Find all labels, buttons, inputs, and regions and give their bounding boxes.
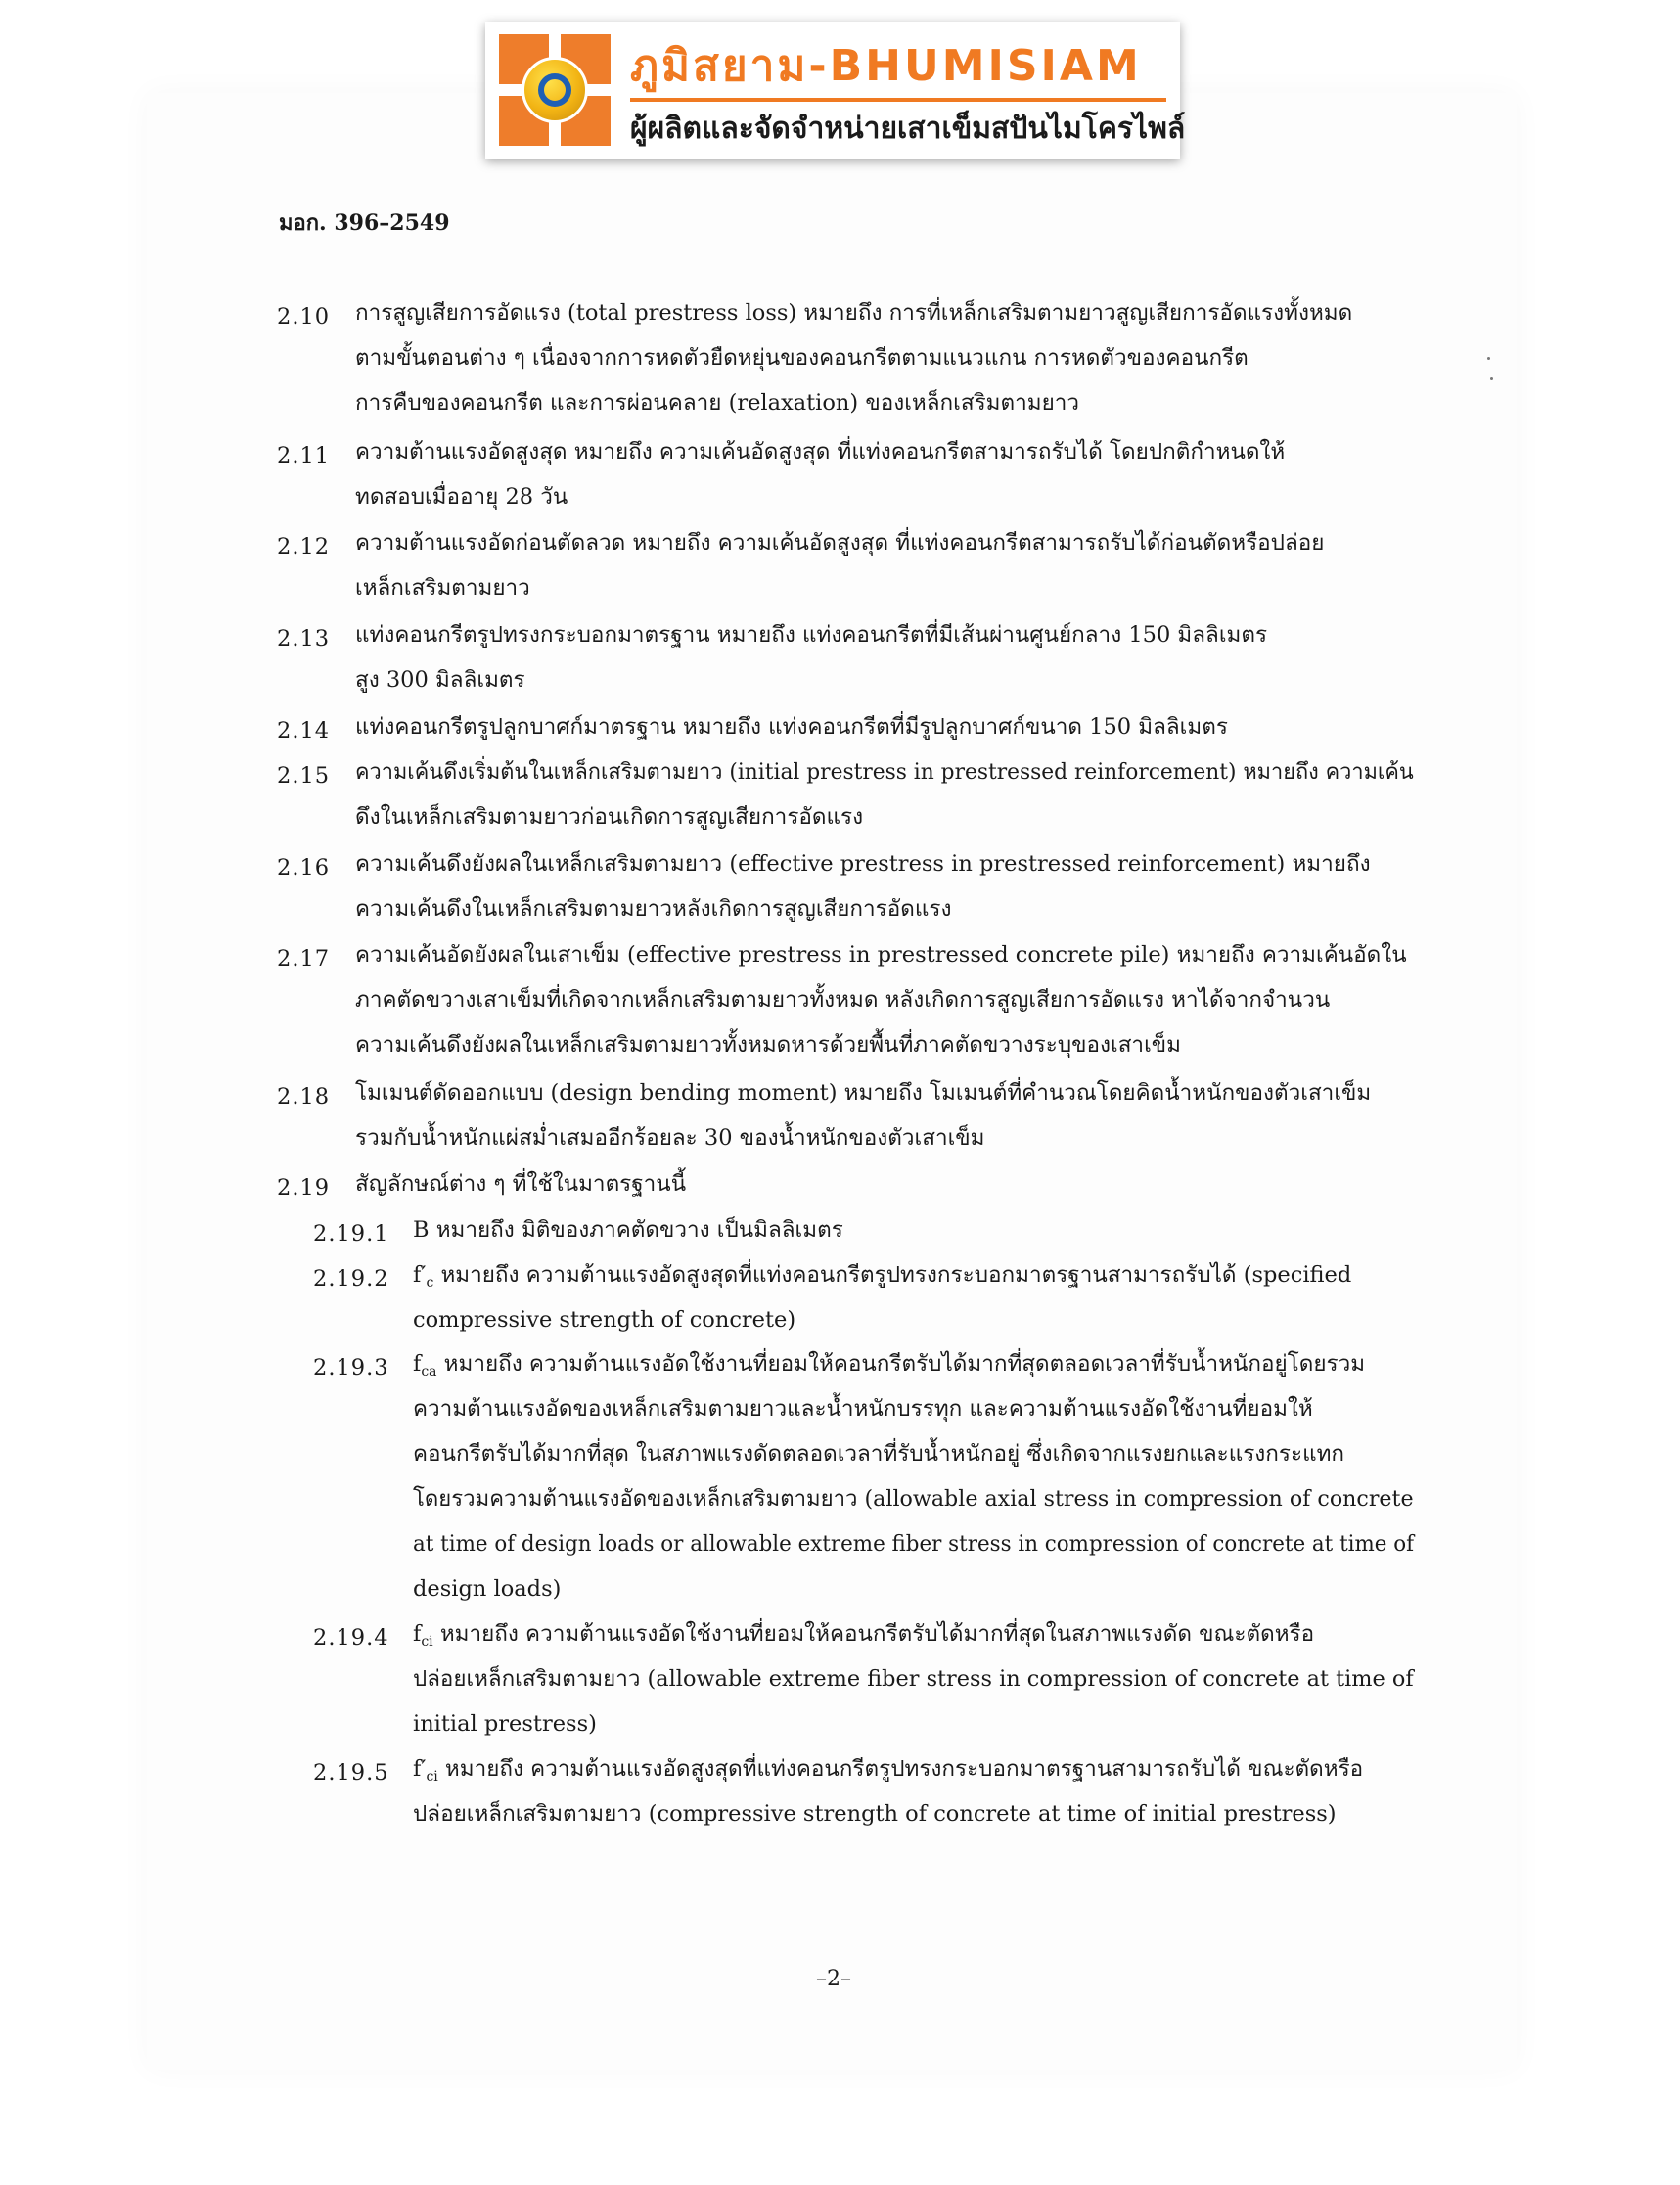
definition-number: 2.14 bbox=[277, 718, 331, 744]
definition-line: โมเมนต์ดัดออกแบบ (design bending moment) หมายถึง โมเมนต์ที่คำนวณโดยคิดน้ำหนักของตัวเสาเข็ม bbox=[355, 1080, 1372, 1106]
symbol-letter: f′ bbox=[413, 1756, 427, 1782]
symbol-number: 2.19.3 bbox=[313, 1355, 389, 1381]
symbol-line: compressive strength of concrete) bbox=[413, 1307, 796, 1333]
definition-line: สัญลักษณ์ต่าง ๆ ที่ใช้ในมาตรฐานนี้ bbox=[355, 1171, 687, 1197]
symbol-number: 2.19.5 bbox=[313, 1760, 389, 1786]
symbol-line: ปล่อยเหล็กเสริมตามยาว (compressive strength of concrete at time of initial prestress) bbox=[413, 1801, 1337, 1827]
definition-number: 2.15 bbox=[277, 763, 331, 789]
definition-line: การสูญเสียการอัดแรง (total prestress loss) หมายถึง การที่เหล็กเสริมตามยาวสูญเสียการอัดแรงทั้งหมด bbox=[355, 300, 1353, 326]
scan-speck bbox=[1487, 357, 1490, 360]
bhumisiam-emblem-icon bbox=[499, 34, 611, 146]
symbol-line: คอนกรีตรับได้มากที่สุด ในสภาพแรงดัดตลอดเวลาที่รับน้ำหนักอยู่ ซึ่งเกิดจากแรงยกและแรงกระแทก bbox=[413, 1441, 1345, 1467]
symbol-definition: หมายถึง ความต้านแรงอัดใช้งานที่ยอมให้คอนกรีตรับได้มากที่สุดในสภาพแรงดัด ขณะตัดหรือ bbox=[439, 1621, 1315, 1647]
symbol-number: 2.19.1 bbox=[313, 1221, 389, 1247]
definition-line: ความเค้นดึงยังผลในเหล็กเสริมตามยาว (effective prestress in prestressed reinforcement) หมายถึง bbox=[355, 851, 1371, 877]
definition-line: ความเค้นดึงยังผลในเหล็กเสริมตามยาวทั้งหมดหารด้วยพื้นที่ภาคตัดขวางระบุของเสาเข็ม bbox=[355, 1032, 1181, 1058]
definition-line: ทดสอบเมื่ออายุ 28 วัน bbox=[355, 484, 568, 510]
definition-line: ความต้านแรงอัดก่อนตัดลวด หมายถึง ความเค้นอัดสูงสุด ที่แท่งคอนกรีตสามารถรับได้ก่อนตัดหรือปล่อย bbox=[355, 530, 1325, 556]
definition-line: แท่งคอนกรีตรูปลูกบาศก์มาตรฐาน หมายถึง แท่งคอนกรีตที่มีรูปลูกบาศก์ขนาด 150 มิลลิเมตร bbox=[355, 714, 1228, 740]
definition-line: รวมกับน้ำหนักแผ่สม่ำเสมออีกร้อยละ 30 ของน้ำหนักของตัวเสาเข็ม bbox=[355, 1125, 985, 1151]
bhumisiam-logo-banner bbox=[485, 22, 1186, 159]
definition-line: ความต้านแรงอัดสูงสุด หมายถึง ความเค้นอัดสูงสุด ที่แท่งคอนกรีตสามารถรับได้ โดยปกติกำหนดให้ bbox=[355, 439, 1286, 465]
symbol-definition: หมายถึง มิติของภาคตัดขวาง เป็นมิลลิเมตร bbox=[435, 1217, 843, 1243]
definition-number: 2.19 bbox=[277, 1175, 331, 1201]
logo-title: ภูมิสยาม-BHUMISIAM bbox=[630, 41, 1142, 91]
symbol-line bbox=[413, 1219, 843, 1242]
symbol-letter: f bbox=[413, 1621, 422, 1647]
symbol-line: initial prestress) bbox=[413, 1711, 597, 1737]
definition-line: การคืบของคอนกรีต และการผ่อนคลาย (relaxation) ของเหล็กเสริมตามยาว bbox=[355, 390, 1080, 416]
symbol-subscript: ci bbox=[426, 1769, 438, 1785]
definition-number: 2.12 bbox=[277, 534, 331, 560]
definition-number: 2.11 bbox=[277, 443, 331, 469]
definition-line: เหล็กเสริมตามยาว bbox=[355, 575, 530, 601]
symbol-line bbox=[413, 1623, 1314, 1649]
symbol-letter: f′ bbox=[413, 1262, 427, 1288]
definition-line: ความเค้นอัดยังผลในเสาเข็ม (effective prestress in prestressed concrete pile) หมายถึง ความเค้นอัดใน bbox=[355, 942, 1407, 968]
symbol-subscript: c bbox=[426, 1275, 434, 1291]
symbol-line bbox=[413, 1758, 1363, 1784]
symbol-letter: f bbox=[413, 1351, 422, 1377]
definition-line: ภาคตัดขวางเสาเข็มที่เกิดจากเหล็กเสริมตามยาวทั้งหมด หลังเกิดการสูญเสียการอัดแรง หาได้จากจำนวน bbox=[355, 987, 1331, 1013]
definition-line: แท่งคอนกรีตรูปทรงกระบอกมาตรฐาน หมายถึง แท่งคอนกรีตที่มีเส้นผ่านศูนย์กลาง 150 มิลลิเมตร bbox=[355, 622, 1268, 648]
symbol-subscript: ca bbox=[421, 1364, 437, 1380]
definition-number: 2.17 bbox=[277, 946, 331, 972]
symbol-number: 2.19.2 bbox=[313, 1266, 389, 1292]
symbol-definition: หมายถึง ความต้านแรงอัดสูงสุดที่แท่งคอนกรีตรูปทรงกระบอกมาตรฐานสามารถรับได้ (specified bbox=[440, 1262, 1352, 1288]
logo-divider bbox=[630, 98, 1166, 102]
symbol-line: design loads) bbox=[413, 1576, 562, 1602]
definition-line: ตามขั้นตอนต่าง ๆ เนื่องจากการหดตัวยืดหยุ่นของคอนกรีตตามแนวแกน การหดตัวของคอนกรีต bbox=[355, 345, 1249, 371]
definition-number: 2.16 bbox=[277, 855, 331, 881]
symbol-line bbox=[413, 1264, 1351, 1290]
definition-number: 2.13 bbox=[277, 626, 331, 652]
logo-subtitle: ผู้ผลิตและจัดจำหน่ายเสาเข็มสปันไมโครไพล์ bbox=[630, 112, 1186, 146]
symbol-line: at time of design loads or allowable extreme fiber stress in compression of concrete at time of bbox=[413, 1531, 1415, 1557]
definition-line: ดึงในเหล็กเสริมตามยาวก่อนเกิดการสูญเสียการอัดแรง bbox=[355, 804, 864, 830]
symbol-line: ความต้านแรงอัดของเหล็กเสริมตามยาวและน้ำหนักบรรทุก และความต้านแรงอัดใช้งานที่ยอมให้ bbox=[413, 1396, 1313, 1422]
definition-line: ความเค้นดึงในเหล็กเสริมตามยาวหลังเกิดการสูญเสียการอัดแรง bbox=[355, 896, 952, 922]
symbol-letter: B bbox=[413, 1217, 430, 1243]
definition-number: 2.10 bbox=[277, 304, 331, 330]
symbol-definition: หมายถึง ความต้านแรงอัดใช้งานที่ยอมให้คอนกรีตรับได้มากที่สุดตลอดเวลาที่รับน้ำหนักอยู่โดยรวม bbox=[443, 1351, 1366, 1377]
symbol-line: ปล่อยเหล็กเสริมตามยาว (allowable extreme fiber stress in compression of concrete at time of bbox=[413, 1666, 1414, 1692]
standard-code: มอก. 396–2549 bbox=[279, 210, 450, 236]
definition-line: สูง 300 มิลลิเมตร bbox=[355, 667, 525, 693]
symbol-subscript: ci bbox=[421, 1634, 433, 1650]
symbol-line: โดยรวมความต้านแรงอัดของเหล็กเสริมตามยาว (allowable axial stress in compression of concrete bbox=[413, 1486, 1414, 1512]
page-number: –2– bbox=[816, 1967, 851, 1991]
definition-number: 2.18 bbox=[277, 1084, 331, 1110]
symbol-definition: หมายถึง ความต้านแรงอัดสูงสุดที่แท่งคอนกรีตรูปทรงกระบอกมาตรฐานสามารถรับได้ ขณะตัดหรือ bbox=[444, 1756, 1364, 1782]
definition-line: ความเค้นดึงเริ่มต้นในเหล็กเสริมตามยาว (initial prestress in prestressed reinforcement) หมายถึง ความเค้น bbox=[355, 759, 1414, 785]
symbol-number: 2.19.4 bbox=[313, 1625, 389, 1651]
symbol-line bbox=[413, 1353, 1365, 1379]
scan-speck bbox=[1490, 377, 1493, 380]
